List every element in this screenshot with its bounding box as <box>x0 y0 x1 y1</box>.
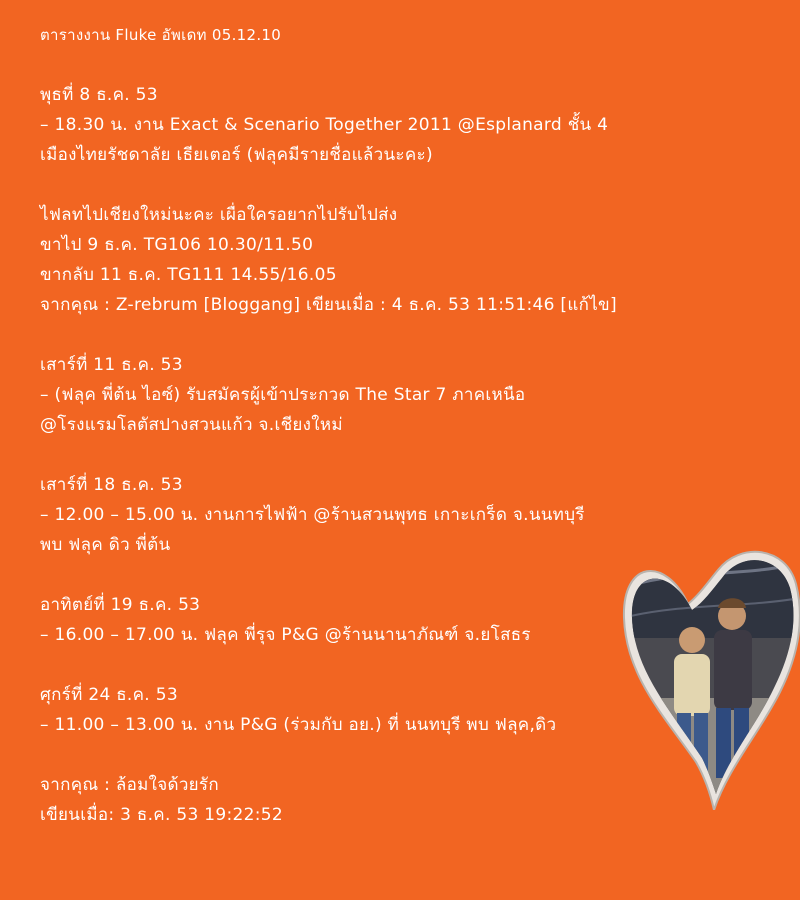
schedule-section <box>40 80 780 170</box>
schedule-section <box>40 200 780 320</box>
section-spacer <box>40 320 780 350</box>
schedule-section <box>40 350 780 440</box>
schedule-line: เขียนเมื่อ: 3 ธ.ค. 53 19:22:52 <box>40 805 284 825</box>
schedule-line: เมืองไทยรัชดาลัย เธียเตอร์ (ฟลุคมีรายชื่อแล้วนะคะ) <box>40 145 433 165</box>
schedule-line: – (ฟลุค พี่ต้น ไอซ์) รับสมัครผู้เข้าประกวด The Star 7 ภาคเหนือ <box>40 385 526 405</box>
heart-photo-icon <box>622 548 800 810</box>
schedule-line: @โรงแรมโลตัสปางสวนแก้ว จ.เชียงใหม่ <box>40 415 343 435</box>
schedule-line: – 16.00 – 17.00 น. ฟลุค พี่รุจ P&G @ร้านนานาภัณฑ์ จ.ยโสธร <box>40 625 531 645</box>
schedule-line: ขาไป 9 ธ.ค. TG106 10.30/11.50 <box>40 235 314 255</box>
schedule-line: อาทิตย์ที่ 19 ธ.ค. 53 <box>40 595 201 615</box>
schedule-line: เสาร์ที่ 18 ธ.ค. 53 <box>40 475 183 495</box>
schedule-line: จากคุณ : ล้อมใจด้วยรัก <box>40 775 219 795</box>
schedule-line: ขากลับ 11 ธ.ค. TG111 14.55/16.05 <box>40 265 337 285</box>
page-title: ตารางงาน Fluke อัพเดท 05.12.10 <box>40 26 282 44</box>
schedule-line: เสาร์ที่ 11 ธ.ค. 53 <box>40 355 183 375</box>
section-spacer <box>40 50 780 80</box>
schedule-section <box>40 470 780 560</box>
section-spacer <box>40 170 780 200</box>
schedule-line: – 11.00 – 13.00 น. งาน P&G (ร่วมกับ อย.) ที่ นนทบุรี พบ ฟลุค,ดิว <box>40 715 557 735</box>
schedule-line: พบ ฟลุค ดิว พี่ต้น <box>40 535 171 555</box>
schedule-line: – 12.00 – 15.00 น. งานการไฟฟ้า @ร้านสวนพุทธ เกาะเกร็ด จ.นนทบุรี <box>40 505 585 525</box>
schedule-line: พุธที่ 8 ธ.ค. 53 <box>40 85 158 105</box>
schedule-line: จากคุณ : Z-rebrum [Bloggang] เขียนเมื่อ : 4 ธ.ค. 53 11:51:46 [แก้ไข] <box>40 295 617 315</box>
section-spacer <box>40 440 780 470</box>
schedule-line: – 18.30 น. งาน Exact & Scenario Together 2011 @Esplanard ชั้น 4 <box>40 115 609 135</box>
schedule-line: ไฟลทไปเชียงใหม่นะคะ เผื่อใครอยากไปรับไปส่ง <box>40 205 398 225</box>
schedule-line: ศุกร์ที่ 24 ธ.ค. 53 <box>40 685 178 705</box>
